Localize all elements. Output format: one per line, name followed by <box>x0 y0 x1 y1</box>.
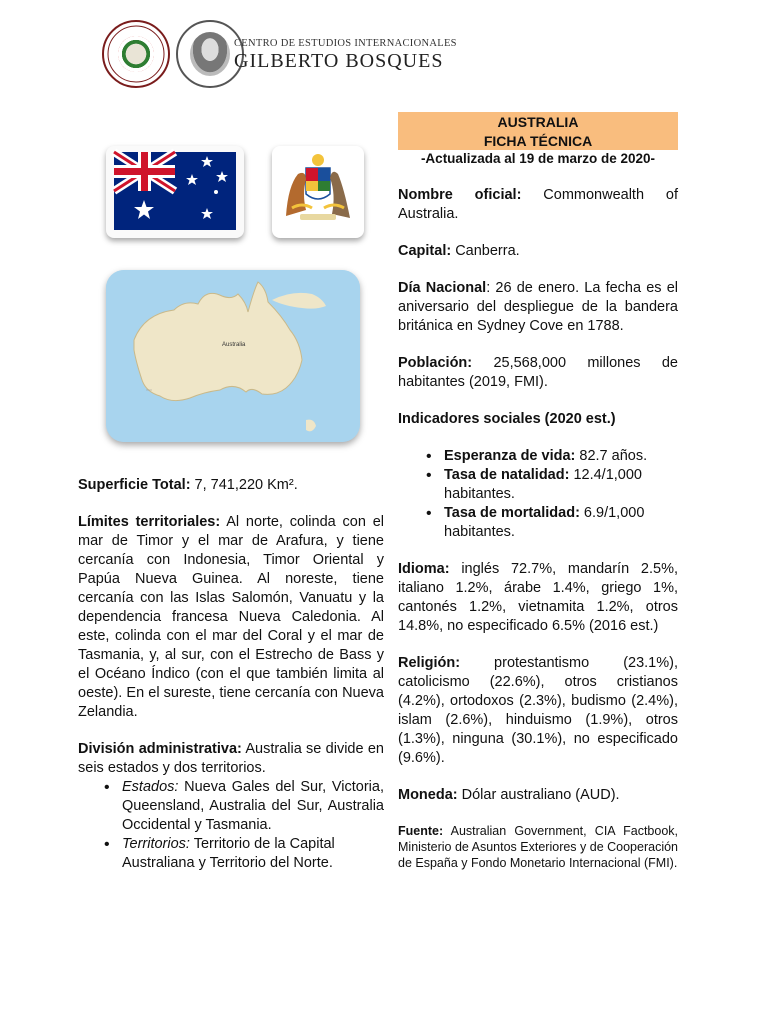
language-value: inglés 72.7%, mandarín 2.5%, italiano 1.2%, árabe 1.4%, griego 1%, cantonés 1.2%, vietnamita 1.2%, otros 14.8%, no especificado 6.5% (2016 est.) <box>398 561 678 634</box>
indicator-label: Esperanza de vida: <box>444 448 576 464</box>
social-indicators-label: Indicadores sociales (2020 est.) <box>398 411 616 427</box>
territories-label: Territorios: <box>122 836 190 852</box>
currency-label: Moneda: <box>398 787 458 803</box>
seal1-ring <box>104 22 168 86</box>
administrative-division-value: Australia se divide en seis estados y dos territorios. <box>78 741 384 776</box>
population-label: Población: <box>398 355 473 371</box>
right-column <box>398 186 678 871</box>
list-item <box>398 504 678 542</box>
australia-map-icon <box>106 270 360 442</box>
official-name-value: Commonwealth of Australia. <box>398 187 678 222</box>
total-area-value: 7, 741,220 Km². <box>190 477 298 493</box>
territories-value: Territorio de la Capital Australiana y Territorio del Norte. <box>122 836 335 871</box>
list-item <box>398 447 678 466</box>
portrait-icon <box>190 32 230 76</box>
states-label: Estados: <box>122 779 179 795</box>
org-name-line1: CENTRO DE ESTUDIOS INTERNACIONALES <box>234 38 457 49</box>
map-label: Australia <box>222 342 246 348</box>
coat-of-arms-image <box>272 146 364 238</box>
social-indicators-list <box>398 447 678 542</box>
flag-image <box>106 146 244 238</box>
total-area <box>78 476 384 495</box>
national-day <box>398 279 678 336</box>
states-value: Nueva Gales del Sur, Victoria, Queensland, Australia del Sur, Australia Occidental y Tasmania. <box>122 779 384 833</box>
map-image <box>106 270 360 442</box>
division-list <box>78 778 384 873</box>
australian-flag-icon <box>106 146 244 238</box>
religion-value: protestantismo (23.1%), catolicismo (22.6%), otros cristianos (4.2%), ortodoxos (2.3%), budismo (2.4%), islam (2.6%), hinduismo (1.9%), otros (1.3%), ninguna (30.1%), no especificado (9.6%). <box>398 655 678 766</box>
currency <box>398 786 678 805</box>
left-column <box>78 476 384 873</box>
population <box>398 354 678 392</box>
title-banner <box>398 112 678 150</box>
population-value: 25,568,000 millones de habitantes (2019, FMI). <box>398 355 678 390</box>
header <box>100 18 460 88</box>
language-label: Idioma: <box>398 561 450 577</box>
administrative-division <box>78 740 384 778</box>
territorial-limits-label: Límites territoriales: <box>78 514 221 530</box>
territorial-limits-value: Al norte, colinda con el mar de Timor y el mar de Arafura, y tiene cercanía con Indonesia, Timor Oriental y Papúa Nueva Guinea. Al noreste, tiene cercanía con las Islas Salomón, Vanuatu y la dependencia francesa Nueva Caledonia. Al este, colinda con el mar del Coral y el mar de Tasmania, y, al sur, con el Estrecho de Bass y el Océano Índico (con el que también limita al oeste). En el sureste, tiene cercanía con Nueva Zelandia. <box>78 514 384 720</box>
coat-of-arms-icon <box>272 146 364 238</box>
list-item <box>78 835 384 873</box>
source <box>398 823 678 871</box>
org-name-line2: GILBERTO BOSQUES <box>234 50 444 72</box>
social-indicators-heading <box>398 410 678 429</box>
list-item <box>78 778 384 835</box>
territorial-limits <box>78 513 384 722</box>
indicator-label: Tasa de natalidad: <box>444 467 570 483</box>
indicator-value: 6.9/1,000 habitantes. <box>444 505 645 540</box>
capital <box>398 242 678 261</box>
indicator-value: 82.7 años. <box>575 448 648 464</box>
national-day-value: : 26 de enero. La fecha es el aniversario del despliegue de la bandera británica en Sydney Cove en 1788. <box>398 280 678 334</box>
official-name <box>398 186 678 224</box>
update-date: -Actualizada al 19 de marzo de 2020- <box>420 151 656 166</box>
national-day-label: Día Nacional <box>398 280 487 296</box>
senate-seal-logo <box>102 20 170 88</box>
source-label: Fuente: <box>398 824 444 838</box>
administrative-division-label: División administrativa: <box>78 741 242 757</box>
official-name-label: Nombre oficial: <box>398 187 522 203</box>
capital-value: Canberra. <box>451 243 520 259</box>
indicator-label: Tasa de mortalidad: <box>444 505 580 521</box>
religion <box>398 654 678 768</box>
list-item <box>398 466 678 504</box>
indicator-value: 12.4/1,000 habitantes. <box>444 467 643 502</box>
country-title: AUSTRALIA <box>497 114 579 130</box>
capital-label: Capital: <box>398 243 452 259</box>
religion-label: Religión: <box>398 655 461 671</box>
sheet-title: FICHA TÉCNICA <box>483 133 593 149</box>
total-area-label: Superficie Total: <box>78 477 191 493</box>
source-value: Australian Government, CIA Factbook, Ministerio de Asuntos Exteriores y de Cooperación de España y Fondo Monetario Internacional (FMI). <box>398 824 679 870</box>
currency-value: Dólar australiano (AUD). <box>457 787 620 803</box>
language <box>398 560 678 636</box>
